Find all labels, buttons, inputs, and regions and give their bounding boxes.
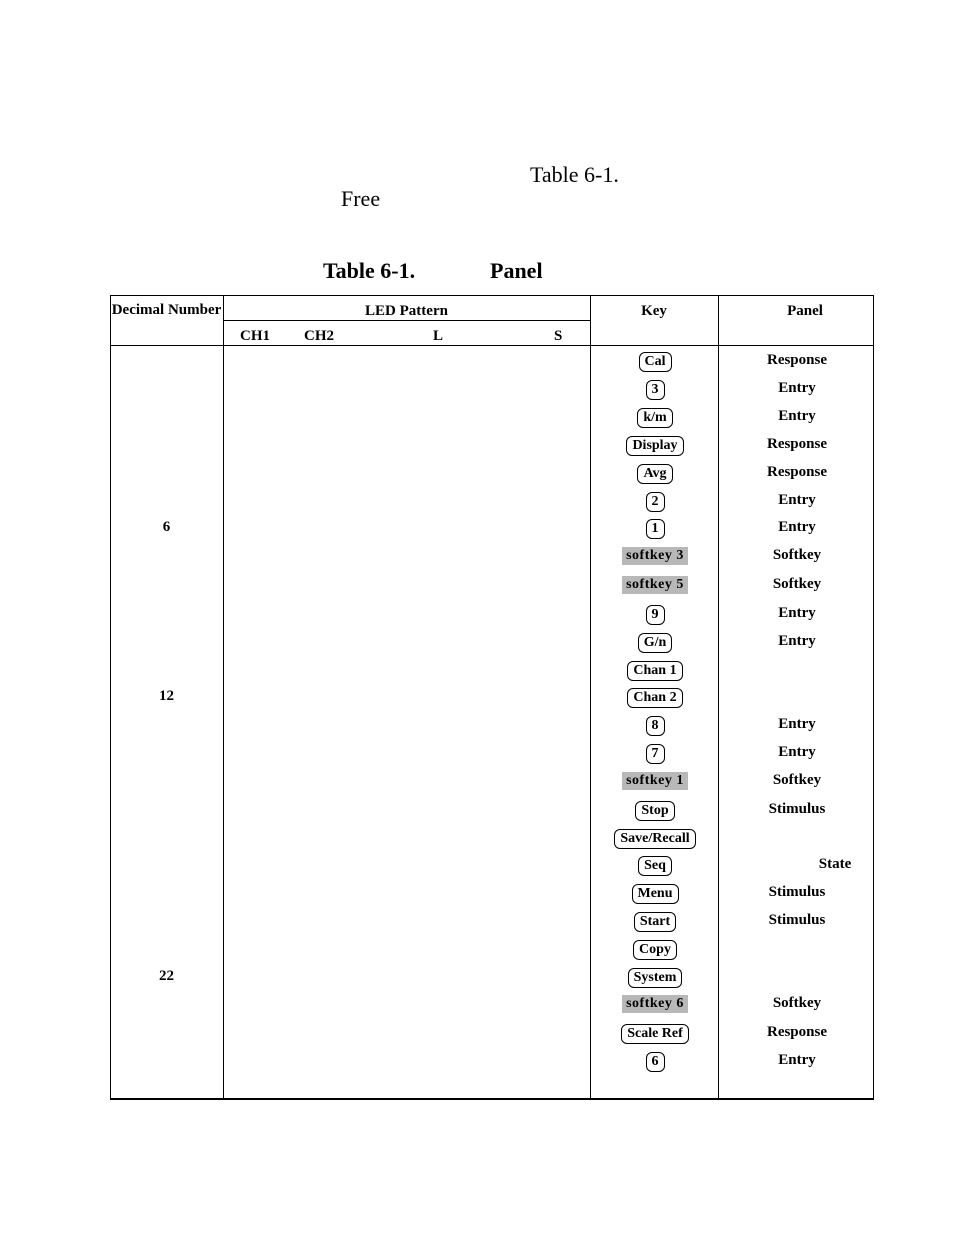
key-cap: Seq	[638, 856, 672, 876]
table-row-key	[592, 380, 718, 400]
intro-free-fragment: Free	[341, 186, 381, 211]
softkey-label: softkey 1	[622, 772, 688, 790]
table-row-key	[592, 352, 718, 372]
table-row-key	[592, 995, 718, 1013]
table-row-panel: Stimulus	[768, 912, 826, 928]
key-cap: G/n	[638, 633, 673, 653]
header-bottom-line	[110, 345, 874, 346]
table-row-key	[592, 1052, 718, 1072]
key-cap: Cal	[639, 352, 672, 372]
table-row-panel: Entry	[778, 408, 816, 424]
table-row-key	[592, 716, 718, 736]
key-cap: 6	[646, 1052, 665, 1072]
table-row-panel: State	[818, 856, 852, 872]
key-cap: Scale Ref	[621, 1024, 689, 1044]
key-cap: System	[628, 968, 683, 988]
table-row-panel: Entry	[778, 744, 816, 760]
table-row-key	[592, 940, 718, 960]
key-cap: Start	[634, 912, 676, 932]
header-decimal-number: Decimal Number	[111, 302, 222, 318]
header-ch1: CH1	[240, 328, 270, 344]
softkey-label: softkey 3	[622, 547, 688, 565]
header-key: Key	[641, 303, 667, 319]
table-row-key	[592, 1024, 718, 1044]
table-row-key	[592, 605, 718, 625]
key-cap: 3	[646, 380, 665, 400]
table-row-panel: Entry	[778, 716, 816, 732]
key-cap: 7	[646, 744, 665, 764]
key-cap: 1	[646, 519, 665, 539]
header-led-pattern: LED Pattern	[365, 303, 448, 319]
key-cap: k/m	[637, 408, 672, 428]
table-row-key	[592, 912, 718, 932]
table-row-panel: Entry	[778, 605, 816, 621]
header-ch2: CH2	[304, 328, 334, 344]
key-cap: Avg	[637, 464, 672, 484]
table-row-panel: Entry	[778, 492, 816, 508]
key-cap: 8	[646, 716, 665, 736]
table-row-panel: Entry	[778, 633, 816, 649]
table-row-key	[592, 576, 718, 594]
led-subheader-line	[223, 320, 590, 321]
header-s: S	[554, 328, 563, 344]
key-cap: Stop	[635, 801, 674, 821]
table-row-key	[592, 519, 718, 539]
table-row-key	[592, 772, 718, 790]
table-row-panel: Softkey	[772, 547, 822, 563]
table-row-panel: Response	[766, 464, 827, 480]
table-row-key	[592, 464, 718, 484]
softkey-label: softkey 6	[622, 995, 688, 1013]
table-row-panel: Response	[766, 352, 827, 368]
key-cap: 2	[646, 492, 665, 512]
col-divider-decimal	[223, 295, 224, 1100]
intro-table-reference: Table 6-1.	[530, 162, 619, 187]
table-row-key	[592, 801, 718, 821]
table-row-key	[592, 884, 718, 904]
table-row-panel: Softkey	[772, 772, 822, 788]
table-row-panel: Stimulus	[768, 801, 826, 817]
decimal-number: 22	[159, 968, 174, 984]
key-cap: Menu	[632, 884, 679, 904]
table-row-panel: Entry	[778, 519, 816, 535]
table-caption-word: Panel	[490, 258, 543, 283]
table-row-key	[592, 968, 718, 988]
col-divider-key	[718, 295, 719, 1100]
table-row-key	[592, 744, 718, 764]
key-cap: Copy	[633, 940, 677, 960]
table-row-key	[592, 856, 718, 876]
table-row-key	[592, 829, 718, 849]
table-row-key	[592, 633, 718, 653]
key-cap: 9	[646, 605, 665, 625]
table-row-key	[592, 408, 718, 428]
header-panel: Panel	[787, 303, 823, 319]
table-caption-label: Table 6-1.	[323, 258, 416, 283]
table-row-key	[592, 436, 718, 456]
key-cap: Chan 1	[627, 661, 682, 681]
header-l: L	[433, 328, 444, 344]
table-row-key	[592, 547, 718, 565]
table-row-key	[592, 661, 718, 681]
decimal-number: 6	[162, 519, 171, 535]
table-row-panel: Response	[766, 436, 827, 452]
col-divider-led	[590, 295, 591, 1100]
decimal-number: 12	[159, 688, 174, 704]
table-row-panel: Response	[766, 1024, 827, 1040]
table-row-panel: Softkey	[772, 995, 822, 1011]
key-cap: Display	[626, 436, 683, 456]
table-row-panel: Softkey	[772, 576, 822, 592]
table-row-key	[592, 492, 718, 512]
softkey-label: softkey 5	[622, 576, 688, 594]
key-cap: Chan 2	[627, 688, 682, 708]
table-row-panel: Stimulus	[768, 884, 826, 900]
key-cap: Save/Recall	[614, 829, 695, 849]
table-row-panel: Entry	[778, 1052, 816, 1068]
table-row-key	[592, 688, 718, 708]
table-row-panel: Entry	[778, 380, 816, 396]
